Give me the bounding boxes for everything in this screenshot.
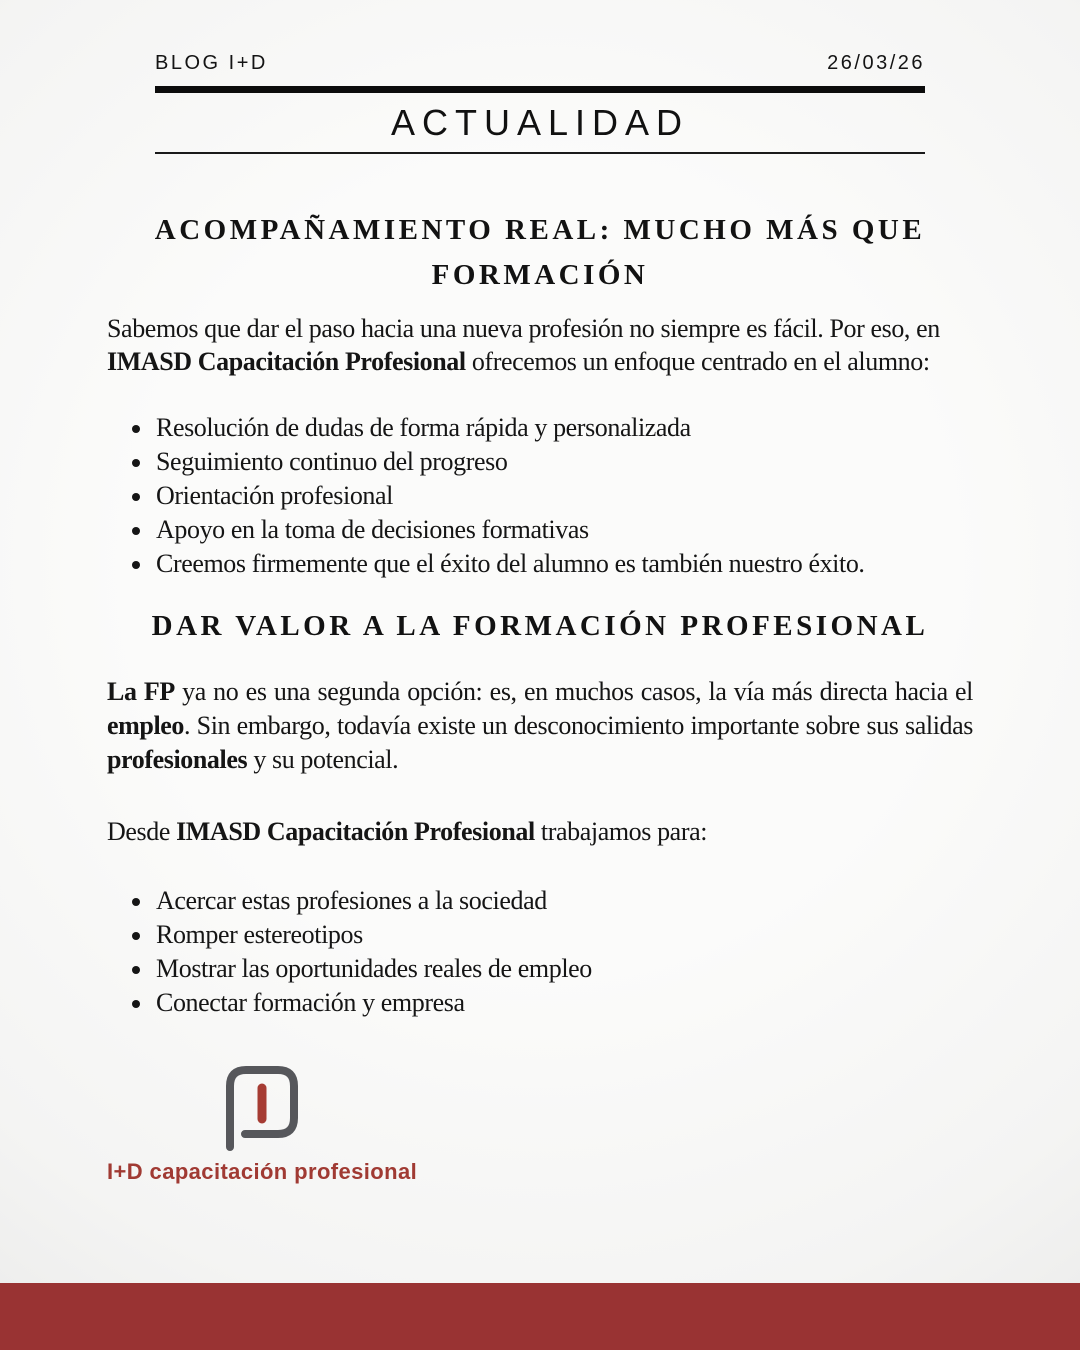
text-bold-segment: IMASD Capacitación Profesional [107, 346, 466, 376]
list-item: • Acercar estas profesiones a la sociedad [154, 884, 973, 917]
text-segment: y su potencial. [247, 744, 399, 774]
text-bold-segment: La FP [107, 676, 175, 706]
article-heading-fp-value: DAR VALOR A LA FORMACIÓN PROFESIONAL [151, 609, 929, 642]
text-bold-segment: IMASD Capacitación Profesional [176, 816, 535, 846]
text-bold-segment: empleo [107, 710, 185, 740]
bottom-accent-bar [0, 1283, 1080, 1350]
section-title: ACTUALIDAD [390, 102, 690, 143]
paragraph-intro [107, 312, 973, 378]
header-rule-thin [155, 152, 925, 154]
paragraph-fp [107, 675, 973, 777]
text-segment: trabajamos para: [534, 816, 708, 846]
blog-label: BLOG I+D [155, 52, 268, 74]
list-item: • Orientación profesional [154, 479, 973, 512]
header [0, 0, 1080, 154]
paragraph-desde [107, 815, 973, 848]
brand-logo-text: I+D capacitación profesional [107, 1158, 418, 1184]
brand-logo-icon [221, 1061, 303, 1153]
benefits-list [107, 411, 973, 580]
brand-logo [107, 1061, 417, 1185]
list-item: • Apoyo en la toma de decisiones formativas [154, 513, 973, 546]
text-segment: ofrecemos un enfoque centrado en el alumno: [465, 346, 930, 376]
text-segment: . Sin embargo, todavía existe un desconocimiento importante sobre sus salidas [184, 710, 973, 740]
text-segment: Sabemos que dar el paso hacia una nueva profesión no siempre es fácil. Por eso, en [107, 313, 940, 343]
header-rule-thick [155, 86, 925, 93]
text-bold-segment: profesionales [107, 744, 248, 774]
list-item: • Creemos firmemente que el éxito del alumno es también nuestro éxito. [154, 547, 973, 580]
list-item: • Resolución de dudas de forma rápida y personalizada [154, 411, 973, 444]
header-row [155, 52, 925, 75]
header-inner [155, 0, 925, 154]
text-segment: Desde [107, 816, 177, 846]
text-segment: ya no es una segunda opción: es, en muchos casos, la vía más directa hacia el [174, 676, 973, 706]
list-item: • Seguimiento continuo del progreso [154, 445, 973, 478]
article-heading-accompaniment: ACOMPAÑAMIENTO REAL: MUCHO MÁS QUE FORMACIÓN [154, 214, 926, 291]
list-item: • Romper estereotipos [154, 918, 973, 951]
list-item: • Mostrar las oportunidades reales de empleo [154, 952, 973, 985]
goals-list [107, 884, 973, 1019]
list-item: • Conectar formación y empresa [154, 986, 973, 1019]
header-date: 26/03/26 [827, 52, 925, 74]
article [107, 208, 973, 1185]
